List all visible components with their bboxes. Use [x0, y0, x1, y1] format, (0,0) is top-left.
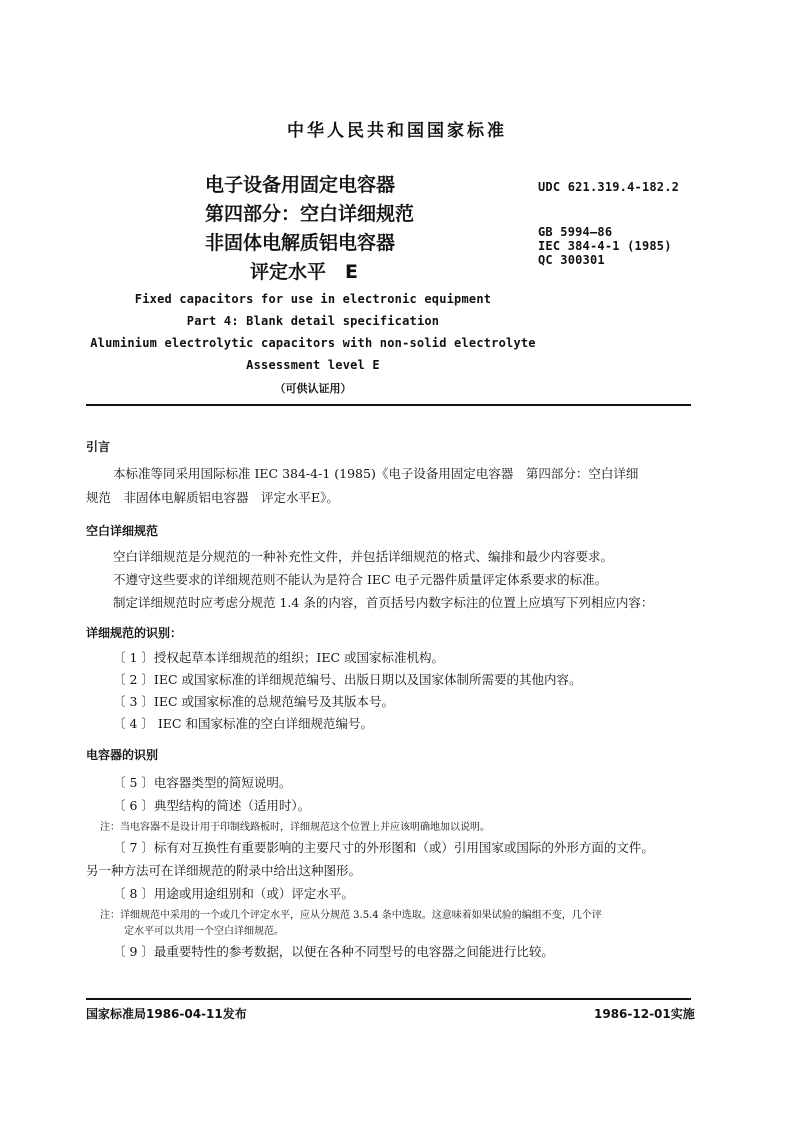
blank-spec-line-3: 制定详细规范时应考虑分规范 1.4 条的内容，首页括号内数字标注的位置上应填写下列相应内容： [113, 595, 654, 610]
intro-line-1: 本标准等同采用国际标准 IEC 384-4-1 (1985)《电子设备用固定电容器 第四部分：空白详细 [113, 466, 639, 481]
effective-date: 1986-12-01实施 [594, 1007, 695, 1021]
ident-item-4: 〔 4 〕 IEC 和国家标准的空白详细规范编号。 [113, 716, 373, 731]
iec-code: IEC 384-4-1 (1985) [538, 239, 672, 253]
item-6: 〔 6 〕典型结构的简述（适用时）。 [113, 798, 311, 813]
ident-item-1: 〔 1 〕授权起草本详细规范的组织；IEC 或国家标准机构。 [113, 650, 445, 665]
note-2-line-2: 定水平可以共用一个空白详细规范。 [124, 926, 284, 937]
country-standard-title: 中华人民共和国国家标准 [287, 121, 507, 141]
ident-item-3: 〔 3 〕IEC 或国家标准的总规范编号及其版本号。 [113, 694, 395, 709]
item-7-line-2: 另一种方法可在详细规范的附录中给出这种图形。 [86, 863, 362, 878]
title-line-2: 第四部分：空白详细规范 [205, 203, 415, 225]
capacitor-ident-heading: 电容器的识别 [86, 748, 159, 762]
item-5: 〔 5 〕电容器类型的简短说明。 [113, 775, 292, 790]
blank-spec-line-2: 不遵守这些要求的详细规范则不能认为是符合 IEC 电子元器件质量评定体系要求的标准。 [113, 572, 608, 587]
english-line-2: Part 4: Blank detail specification [186, 314, 440, 328]
ident-heading: 详细规范的识别： [86, 626, 183, 640]
intro-heading: 引言 [86, 440, 111, 454]
item-7-line-1: 〔 7 〕标有对互换性有重要影响的主要尺寸的外形图和（或）引用国家或国际的外形方面的文件。 [113, 840, 654, 855]
title-line-1: 电子设备用固定电容器 [205, 174, 396, 196]
english-line-1: Fixed capacitors for use in electronic equipment [134, 292, 492, 306]
english-line-3: Aluminium electrolytic capacitors with non-solid electrolyte [90, 336, 536, 350]
item-8: 〔 8 〕用途或用途组别和（或）评定水平。 [113, 886, 354, 901]
qc-code: QC 300301 [538, 253, 605, 267]
item-9: 〔 9 〕最重要特性的参考数据，以便在各种不同型号的电容器之间能进行比较。 [113, 944, 554, 959]
gb-code: GB 5994—86 [538, 225, 613, 239]
footer-rule [86, 998, 691, 1000]
certification-note: （可供认证用） [274, 382, 352, 395]
blank-spec-line-1: 空白详细规范是分规范的一种补充性文件，并包括详细规范的格式、编排和最少内容要求。 [113, 549, 614, 564]
udc-code: UDC 621.319.4-182.2 [538, 180, 680, 194]
issue-date: 国家标准局1986-04-11发布 [86, 1007, 247, 1021]
header-rule [86, 404, 691, 406]
note-2-line-1: 注：详细规范中采用的一个或几个评定水平，应从分规范 3.5.4 条中选取。这意味着如果试验的编组不变，几个评 [100, 910, 602, 921]
title-line-3: 非固体电解质铝电容器 [205, 232, 396, 254]
title-line-4: 评定水平 E [250, 261, 358, 283]
ident-item-2: 〔 2 〕IEC 或国家标准的详细规范编号、出版日期以及国家体制所需要的其他内容。 [113, 672, 582, 687]
english-line-4: Assessment level E [246, 358, 380, 372]
blank-spec-heading: 空白详细规范 [86, 524, 159, 538]
note-1: 注：当电容器不是设计用于印制线路板时，详细规范这个位置上并应该明确地加以说明。 [100, 822, 490, 833]
intro-line-2: 规范 非固体电解质铝电容器 评定水平E》。 [86, 490, 339, 505]
